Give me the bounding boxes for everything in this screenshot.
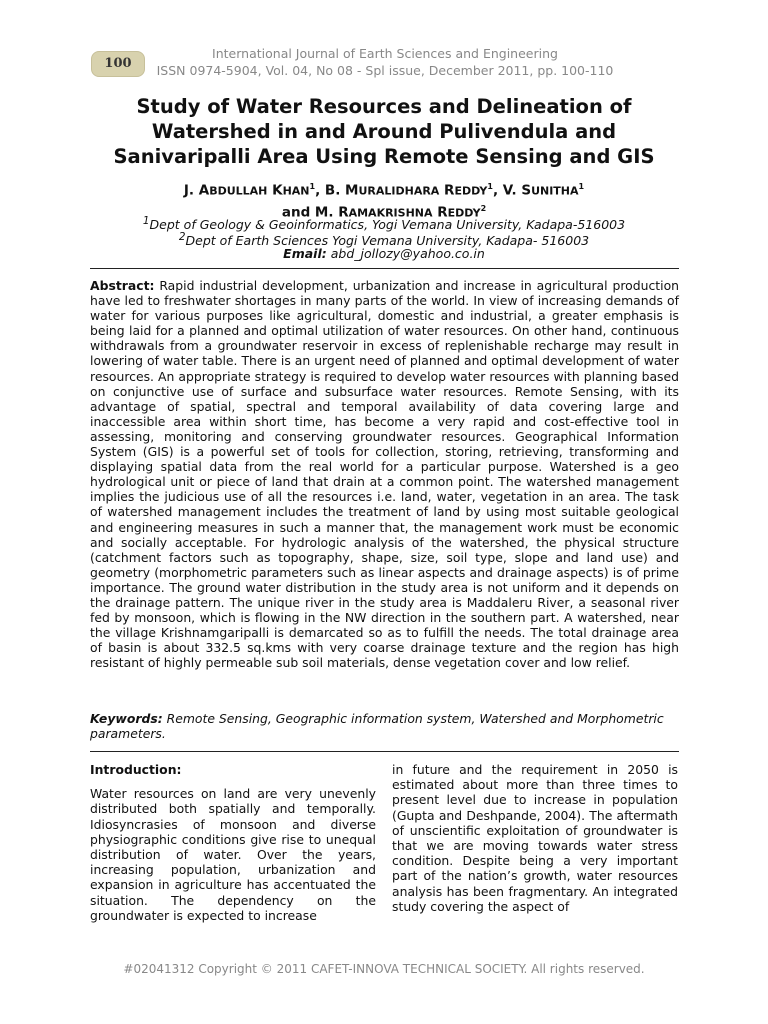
email-line	[80, 246, 688, 261]
keywords	[90, 711, 679, 741]
divider-bottom	[90, 751, 679, 752]
column-left	[90, 762, 376, 923]
issn-line: ISSN 0974-5904, Vol. 04, No 08 - Spl issue, December 2011, pp. 100-110	[156, 63, 614, 78]
email-label: Email:	[283, 246, 327, 261]
journal-name: International Journal of Earth Sciences and Engineering	[212, 46, 558, 61]
authors-line-1: J. ABDULLAH KHAN$^1$, B. MURALIDHARA REDDY$^1$, V. SUNITHA$^1$	[183, 182, 585, 199]
page-number-badge: 100	[91, 51, 145, 77]
abstract	[90, 278, 679, 670]
title-line-3: Sanivaripalli Area Using Remote Sensing and GIS	[113, 145, 655, 168]
keywords-label: Keywords:	[90, 711, 163, 726]
copyright-footer: #02041312 Copyright © 2011 CAFET-INNOVA TECHNICAL SOCIETY. All rights reserved.	[123, 962, 645, 976]
introduction-text-right: in future and the requirement in 2050 is estimated about more than three times to present level due to increase in population (Gupta and Deshpande, 2004). The aftermath of unscientific exploitation of groundwater is that we are moving towards water stress condition. Despite being a very important part of the nation’s growth, water resources analysis has been fragmentary. An integrated study covering the aspect of	[392, 762, 678, 914]
keywords-text: Remote Sensing, Geographic information system, Watershed and Morphometric parameters.	[90, 711, 664, 742]
title-line-1: Study of Water Resources and Delineation of	[136, 95, 632, 118]
affiliation-1: $^1$Dept of Geology & Geoinformatics, Yogi Vemana University, Kadapa-516003	[142, 215, 626, 233]
abstract-label: Abstract:	[90, 278, 155, 293]
introduction-heading: Introduction:	[90, 762, 182, 777]
email-address[interactable]: abd_jollozy@yahoo.co.in	[330, 246, 485, 261]
title-line-2: Watershed in and Around Pulivendula and	[151, 120, 617, 143]
authors-line-2: and M. RAMAKRISHNA REDDY$^2$	[281, 203, 487, 220]
abstract-text: Rapid industrial development, urbanization and increase in agricultural production have led to freshwater shortages in many parts of the world. In view of increasing demands of water for various purposes like agricultural, domestic and industrial, a greater emphasis is being laid for a planned and optimal utilization of water resources. On other hand, continuous withdrawals from a groundwater reservoir in excess of replenishable recharge may result in lowering of water table. There is an urgent need of planned and optimal development of water resources. An appropriate strategy is required to develop water resources with planning based on conjunctive use of surface and subsurface water resources. Remote Sensing, with its advantage of spatial, spectral and temporal availability of data covering large and inaccessible area within short time, has become a very rapid and cost-effective tool in assessing, monitoring and conserving groundwater resources. Geographical Information System (GIS) is a powerful set of tools for collection, storing, retrieving, transforming and displaying spatial data from the real world for a particular purpose. Watershed is a geo hydrological unit or piece of land that drain at a common point. The watershed management implies the judicious use of all the resources i.e. land, water, vegetation in an area. The task of watershed management includes the treatment of land by using most suitable geological and engineering measures in such a manner that, the management work must be economic and socially acceptable. For hydrologic analysis of the watershed, the physical structure (catchment factors such as topography, shape, size, soil type, slope and land use) and geometry (morphometric parameters such as linear aspects and drainage aspects) is of prime importance. The ground water distribution in the study area is not uniform and it depends on the drainage pattern. The unique river in the study area is Maddaleru River, a seasonal river fed by monsoon, which is flowing in the NW direction in the southern part. A watershed, near the village Krishnamgaripalli is demarcated so as to fulfill the needs. The total drainage area of basin is about 332.5 sq.kms with very coarse drainage texture and the region has high resistant of highly permeable sub soil materials, dense vegetation cover and low relief.	[90, 278, 679, 671]
paper-title	[80, 94, 688, 169]
introduction-text-left: Water resources on land are very unevenly distributed both spatially and temporally. Idiosyncrasies of monsoon and diverse physiographic conditions give rise to unequal distribution of water. Over the years, increasing population, urbanization and expansion in agriculture has accentuated the situation. The dependency on the groundwater is expected to increase	[90, 786, 376, 923]
divider-top	[90, 268, 679, 269]
affiliation-2: $^2$Dept of Earth Sciences Yogi Vemana University, Kadapa- 516003	[178, 231, 590, 249]
column-right	[392, 762, 678, 914]
